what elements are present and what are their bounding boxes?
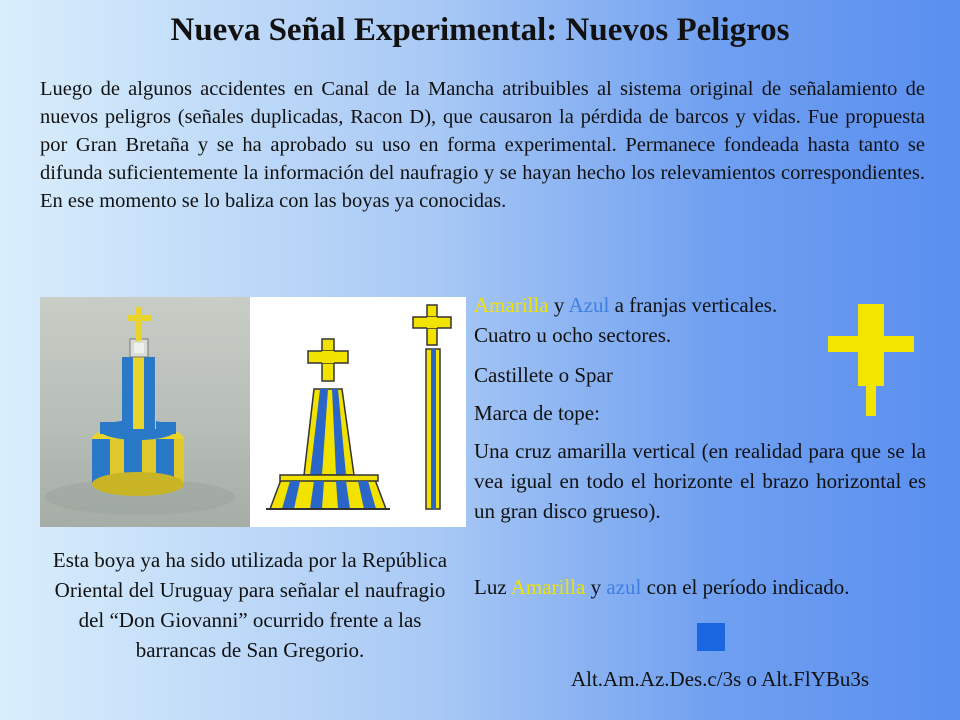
yellow-word: Amarilla (474, 293, 549, 317)
photo-caption: Esta boya ya ha sido utilizada por la República Oriental del Uruguay para señalar el naufragio del “Don Giovanni” ocurrido frente a las barrancas de San Gregorio. (52, 548, 448, 662)
buoy-diagram (250, 297, 466, 527)
shape-line: Castillete o Spar (474, 363, 613, 387)
light-join: y (585, 575, 607, 599)
yellow-cross-icon (828, 304, 914, 416)
blue-word: Azul (568, 293, 610, 317)
light-blue-word: azul (606, 575, 642, 599)
topmark-label: Marca de tope: (474, 401, 600, 425)
buoy-photo (40, 297, 250, 527)
color-line (474, 290, 777, 320)
light-code: Alt.Am.Az.Des.c/3s o Alt.FlYBu3s (570, 667, 870, 691)
topmark-description: Una cruz amarilla vertical (en realidad para que se la vea igual en todo el horizonte el brazo horizontal es un gran disco grueso). (474, 439, 926, 523)
light-line (474, 572, 926, 602)
page-title: Nueva Señal Experimental: Nuevos Peligros (170, 12, 790, 48)
light-prefix: Luz (474, 575, 511, 599)
color-join: y (548, 293, 569, 317)
light-rest: con el período indicado. (641, 575, 850, 599)
sectors-line: Cuatro u ocho sectores. (474, 323, 672, 347)
intro-paragraph: Luego de algunos accidentes en Canal de la Mancha atribuibles al sistema original de señalamiento de nuevos peligros (señales duplicadas, Racon D), que causaron la pérdida de barcos y vidas. Fue propuesta por Gran Bretaña y se ha aprobado su uso en forma experimental. Permanece fondeada hasta tanto se difunda suficientemente la información del naufragio y se hayan hecho los relevamientos correspondientes. En ese momento se lo baliza con las boyas ya conocidas. (40, 78, 925, 212)
blue-square-icon (697, 623, 725, 651)
color-rest: a franjas verticales. (609, 293, 778, 317)
light-yellow-word: Amarilla (510, 575, 586, 599)
